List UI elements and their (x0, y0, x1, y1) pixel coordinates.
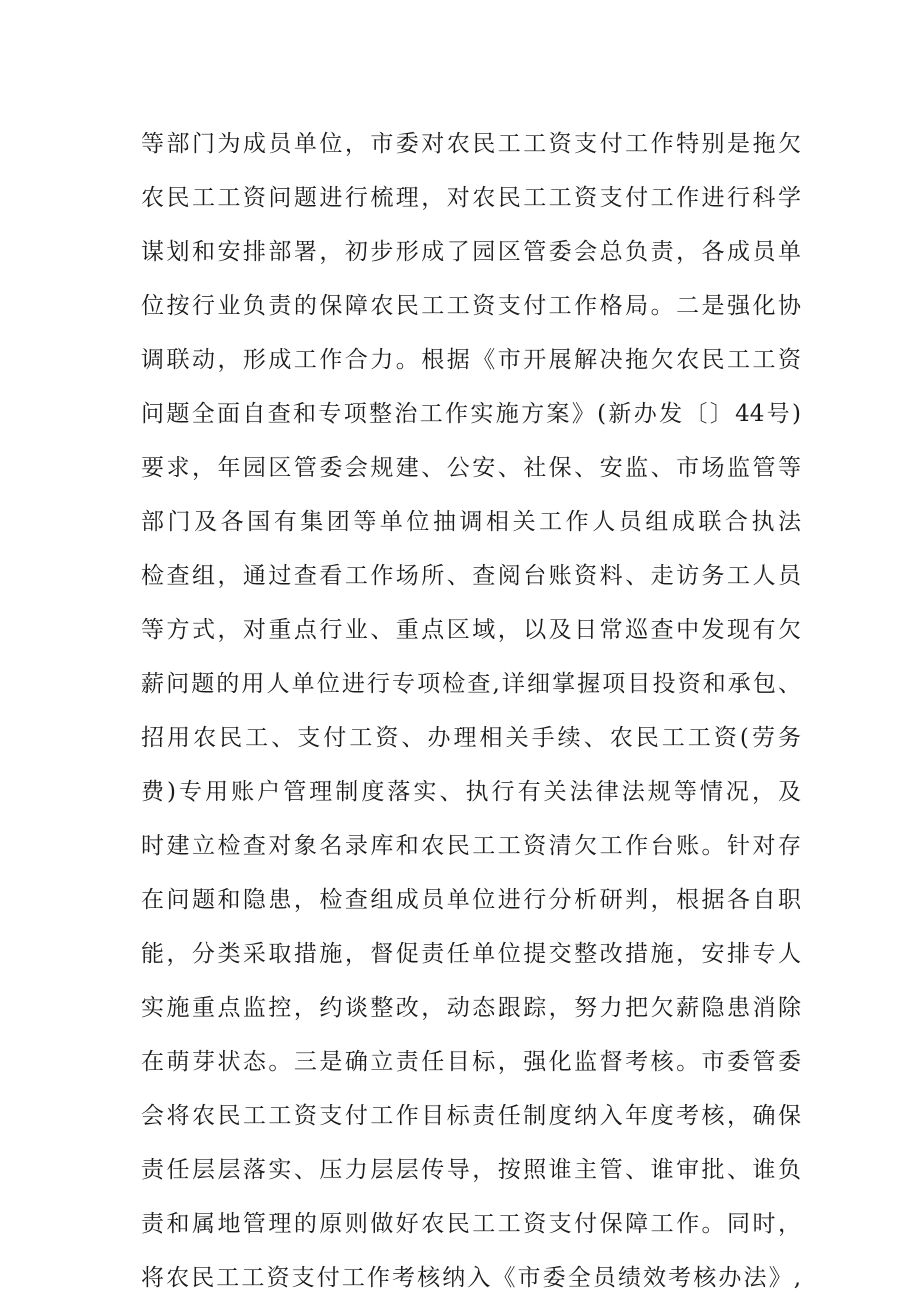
text-line: 问题全面自查和专项整治工作实施方案》(新办发〔〕44号) (141, 401, 801, 427)
text-line: 招用农民工、支付工资、办理相关手续、农民工工资(劳务 (141, 725, 801, 751)
text-line: 要求，年园区管委会规建、公安、社保、安监、市场监管等 (141, 455, 801, 481)
text-line: 薪问题的用人单位进行专项检查,详细掌握项目投资和承包、 (141, 671, 801, 697)
text-line: 费)专用账户管理制度落实、执行有关法律法规等情况，及 (141, 779, 801, 805)
text-line: 位按行业负责的保障农民工工资支付工作格局。二是强化协 (141, 293, 801, 319)
text-line: 调联动，形成工作合力。根据《市开展解决拖欠农民工工资 (141, 347, 801, 373)
text-line: 在问题和隐患，检查组成员单位进行分析研判，根据各自职 (141, 887, 801, 913)
text-line: 能，分类采取措施，督促责任单位提交整改措施，安排专人 (141, 941, 801, 967)
text-line: 实施重点监控，约谈整改，动态跟踪，努力把欠薪隐患消除 (141, 995, 801, 1021)
body-text (141, 117, 801, 1305)
text-line: 谋划和安排部署，初步形成了园区管委会总负责，各成员单 (141, 239, 801, 265)
text-line: 责任层层落实、压力层层传导，按照谁主管、谁审批、谁负 (141, 1157, 801, 1183)
text-line: 会将农民工工资支付工作目标责任制度纳入年度考核，确保 (141, 1103, 801, 1129)
text-line: 在萌芽状态。三是确立责任目标，强化监督考核。市委管委 (141, 1049, 801, 1075)
text-line: 部门及各国有集团等单位抽调相关工作人员组成联合执法 (141, 509, 801, 535)
text-line: 责和属地管理的原则做好农民工工资支付保障工作。同时， (141, 1211, 801, 1237)
text-line: 等方式，对重点行业、重点区域，以及日常巡查中发现有欠 (141, 617, 801, 643)
text-line: 将农民工工资支付工作考核纳入《市委全员绩效考核办法》, (141, 1265, 801, 1291)
text-line: 检查组，通过查看工作场所、查阅台账资料、走访务工人员 (141, 563, 801, 589)
text-line: 时建立检查对象名录库和农民工工资清欠工作台账。针对存 (141, 833, 801, 859)
text-line: 农民工工资问题进行梳理，对农民工工资支付工作进行科学 (141, 185, 801, 211)
text-line: 等部门为成员单位，市委对农民工工资支付工作特别是拖欠 (141, 131, 801, 157)
